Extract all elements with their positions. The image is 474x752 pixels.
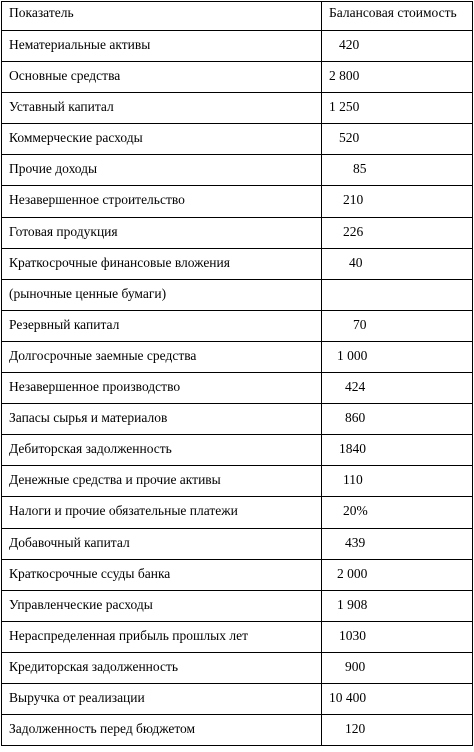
table-row (2, 590, 473, 621)
balance-value: 520 (339, 130, 360, 146)
table-header-row (2, 2, 473, 31)
table-row (2, 466, 473, 497)
indicator-label: Уставный капитал (9, 99, 114, 115)
balance-value: 860 (345, 410, 366, 426)
balance-value: 424 (345, 379, 366, 395)
indicator-cell (2, 590, 322, 621)
indicator-cell (2, 31, 322, 62)
table-row (2, 186, 473, 217)
indicator-label: Дебиторская задолженность (9, 441, 172, 457)
balance-value-cell (322, 93, 473, 124)
table-row (2, 404, 473, 435)
balance-value: 226 (343, 223, 364, 239)
indicator-label: Выручка от реализации (9, 689, 145, 705)
indicator-cell (2, 466, 322, 497)
table-row (2, 31, 473, 62)
balance-value: 120 (345, 721, 366, 737)
indicator-label: Долгосрочные заемные средства (9, 347, 197, 363)
indicator-label: Нематериальные активы (9, 37, 151, 52)
indicator-cell (2, 310, 322, 341)
balance-value-cell (322, 715, 473, 746)
balance-value: 900 (345, 658, 366, 674)
indicator-label: Основные средства (9, 68, 121, 84)
balance-value-cell (322, 279, 473, 310)
indicator-cell (2, 497, 322, 528)
balance-value-cell (322, 404, 473, 435)
indicator-label: Добавочный капитал (9, 534, 130, 550)
table-row (2, 124, 473, 155)
balance-value-cell (322, 186, 473, 217)
balance-value: 85 (353, 161, 367, 177)
indicator-label: Прочие доходы (9, 161, 98, 177)
balance-value: 2 800 (329, 68, 360, 84)
header-balance-value-text: Балансовая стоимость (329, 5, 457, 20)
balance-value-cell (322, 124, 473, 155)
indicator-label: (рыночные ценные бумаги) (9, 285, 167, 301)
balance-value-cell (322, 217, 473, 248)
header-indicator-text: Показатель (9, 5, 74, 20)
indicator-cell (2, 93, 322, 124)
indicator-label: Управленческие расходы (9, 596, 153, 612)
balance-value: 1 250 (329, 99, 360, 115)
indicator-cell (2, 62, 322, 93)
table-row (2, 310, 473, 341)
table-row (2, 652, 473, 683)
balance-value: 1030 (339, 627, 366, 643)
balance-value-cell (322, 466, 473, 497)
indicator-cell (2, 124, 322, 155)
balance-value: 439 (345, 534, 366, 550)
indicator-cell (2, 155, 322, 186)
indicator-cell (2, 559, 322, 590)
balance-value: 10 400 (329, 689, 367, 705)
balance-value: 110 (343, 472, 363, 488)
indicator-cell (2, 248, 322, 279)
balance-value: 40 (349, 254, 363, 270)
table-row (2, 62, 473, 93)
balance-value: 2 000 (337, 565, 368, 581)
table-row (2, 621, 473, 652)
indicator-label: Готовая продукция (9, 223, 118, 239)
balance-value-cell (322, 683, 473, 714)
indicator-label: Краткосрочные ссуды банка (9, 565, 171, 581)
balance-value-cell (322, 31, 473, 62)
table-row (2, 373, 473, 404)
indicator-label: Нераспределенная прибыль прошлых лет (9, 627, 248, 643)
balance-value: 1 908 (337, 596, 368, 612)
indicator-cell (2, 528, 322, 559)
table-row (2, 497, 473, 528)
indicator-cell (2, 341, 322, 372)
header-cell-indicator (2, 2, 322, 31)
balance-value-cell (322, 248, 473, 279)
balance-value: 70 (353, 316, 367, 332)
table-row (2, 683, 473, 714)
balance-value-cell (322, 310, 473, 341)
table-row (2, 435, 473, 466)
table-row (2, 341, 473, 372)
indicator-cell (2, 186, 322, 217)
balance-value: 210 (343, 192, 364, 208)
indicator-cell (2, 621, 322, 652)
indicator-label: Незавершенное производство (9, 379, 181, 395)
balance-value-cell (322, 652, 473, 683)
table-row (2, 528, 473, 559)
balance-value-cell (322, 528, 473, 559)
balance-value: 20% (343, 503, 368, 519)
indicator-label: Резервный капитал (9, 316, 120, 332)
indicator-cell (2, 279, 322, 310)
indicator-cell (2, 715, 322, 746)
indicator-cell (2, 435, 322, 466)
indicator-label: Краткосрочные финансовые вложения (9, 254, 230, 270)
indicator-label: Задолженность перед бюджетом (9, 721, 196, 737)
indicator-label: Денежные средства и прочие активы (9, 472, 221, 488)
balance-value-cell (322, 435, 473, 466)
indicator-label: Кредиторская задолженность (9, 658, 179, 674)
table-row (2, 248, 473, 279)
balance-value-cell (322, 62, 473, 93)
balance-value-cell (322, 155, 473, 186)
balance-value-cell (322, 621, 473, 652)
indicator-label: Запасы сырья и материалов (9, 410, 168, 426)
indicator-cell (2, 217, 322, 248)
table-row (2, 217, 473, 248)
table-row (2, 715, 473, 746)
indicator-label: Налоги и прочие обязательные платежи (9, 503, 238, 519)
balance-value-cell (322, 590, 473, 621)
table-row (2, 155, 473, 186)
balance-value: 1840 (339, 441, 366, 457)
indicator-label: Коммерческие расходы (9, 130, 143, 146)
balance-value: 420 (339, 37, 360, 52)
balance-value-cell (322, 341, 473, 372)
table-row (2, 93, 473, 124)
balance-value-cell (322, 559, 473, 590)
balance-value-cell (322, 373, 473, 404)
balance-value-cell (322, 497, 473, 528)
balance-value: 1 000 (337, 347, 368, 363)
indicator-label: Незавершенное строительство (9, 192, 185, 208)
indicator-cell (2, 404, 322, 435)
table-row (2, 279, 473, 310)
indicator-cell (2, 373, 322, 404)
indicator-cell (2, 683, 322, 714)
indicator-cell (2, 652, 322, 683)
balance-table (1, 1, 473, 746)
table-row (2, 559, 473, 590)
header-cell-balance-value (322, 2, 473, 31)
table-body (2, 31, 473, 746)
